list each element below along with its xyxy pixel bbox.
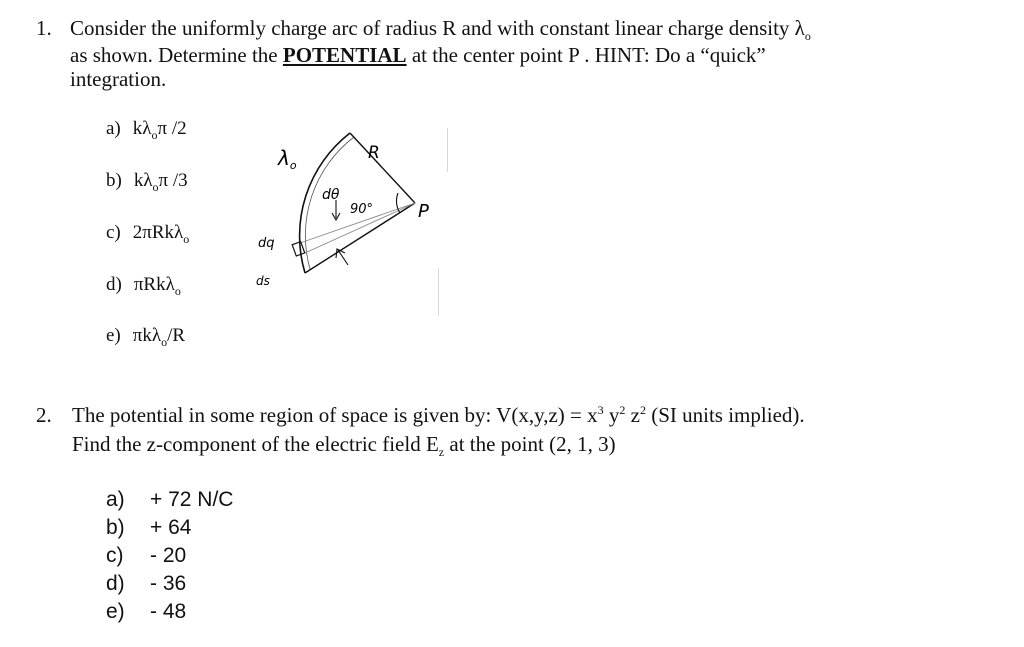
option-label: d) <box>106 572 125 595</box>
option-label: a) <box>106 118 121 139</box>
option-label: b) <box>106 516 125 539</box>
exponent-y: 2 <box>619 403 626 417</box>
exponent-x: 3 <box>597 403 604 417</box>
question-2-option[interactable] <box>106 488 233 512</box>
option-label: a) <box>106 488 125 511</box>
ds-label: ds <box>256 274 270 288</box>
question-1-option[interactable] <box>106 222 189 247</box>
radius-line-top <box>350 133 415 203</box>
question-2-line-1-pre: The potential in some region of space is given by: V(x,y,z) = x <box>72 403 598 427</box>
option-value: + 64 <box>150 516 192 539</box>
charge-element-box <box>292 242 305 256</box>
option-text: πkλ <box>132 325 162 346</box>
y-term: y <box>603 403 620 427</box>
option-subscript: o <box>161 334 168 349</box>
option-label: c) <box>106 544 124 567</box>
option-tail: /R <box>167 325 186 346</box>
option-label: b) <box>106 170 122 191</box>
question-1-line-2 <box>70 43 766 68</box>
question-2-line-1 <box>72 403 805 428</box>
option-subscript: o <box>183 231 190 246</box>
scan-artifact-line <box>438 268 439 316</box>
question-1-option[interactable] <box>106 118 187 143</box>
angle-label: 90° <box>350 202 374 217</box>
radius-label: R <box>368 143 380 163</box>
question-1-line-1-text: Consider the uniformly charge arc of radius R and with constant linear charge density λ <box>70 16 805 40</box>
option-subscript: o <box>174 283 181 298</box>
option-subscript: o <box>151 127 158 142</box>
question-2-option[interactable] <box>106 544 186 568</box>
option-text: kλ <box>132 118 152 139</box>
lambda-label: $\lambda_o$ <box>278 146 297 172</box>
question-2-option[interactable] <box>106 572 186 596</box>
option-tail: π /3 <box>158 170 188 191</box>
question-2-line-2-post: at the point (2, 1, 3) <box>444 432 616 456</box>
lambda-subscript: o <box>804 29 811 44</box>
question-1-option[interactable] <box>106 274 181 299</box>
z-term: z <box>625 403 640 427</box>
question-1-option[interactable] <box>106 170 188 195</box>
question-2-line-1-post: (SI units implied). <box>645 403 805 427</box>
option-text: πRkλ <box>133 274 175 295</box>
question-1-number: 1. <box>36 16 52 40</box>
question-1-line-3: integration. <box>70 67 167 91</box>
option-value: - 20 <box>150 544 187 567</box>
question-2-number: 2. <box>36 403 52 427</box>
question-2-line-2-pre: Find the z-component of the electric field E <box>72 432 439 456</box>
question-1-line-1 <box>70 16 811 44</box>
question-1-line-2-pre: as shown. Determine the <box>70 43 283 67</box>
option-value: - 48 <box>150 600 187 623</box>
option-value: - 36 <box>150 572 187 595</box>
option-label: e) <box>106 325 121 346</box>
ez-subscript: z <box>438 445 445 460</box>
option-value: + 72 N/C <box>150 488 234 511</box>
option-text: 2πRkλ <box>132 222 184 243</box>
question-2-option[interactable] <box>106 516 191 540</box>
point-p-label: P <box>418 201 429 222</box>
option-label: d) <box>106 274 122 295</box>
dq-label: dq <box>258 236 275 251</box>
question-1-option[interactable] <box>106 325 185 350</box>
scan-artifact-line <box>447 128 448 172</box>
option-label: c) <box>106 222 121 243</box>
exponent-z: 2 <box>639 403 646 417</box>
question-2-option[interactable] <box>106 600 186 624</box>
option-label: e) <box>106 600 125 623</box>
question-1-line-2-post: at the center point P . HINT: Do a “quick” <box>406 43 766 67</box>
option-text: kλ <box>133 170 153 191</box>
potential-keyword: POTENTIAL <box>282 43 407 67</box>
question-2-line-2 <box>72 432 616 460</box>
option-tail: π /2 <box>157 118 187 139</box>
arc-figure <box>250 125 450 305</box>
option-subscript: o <box>152 179 159 194</box>
dtheta-label: dθ <box>322 187 340 203</box>
